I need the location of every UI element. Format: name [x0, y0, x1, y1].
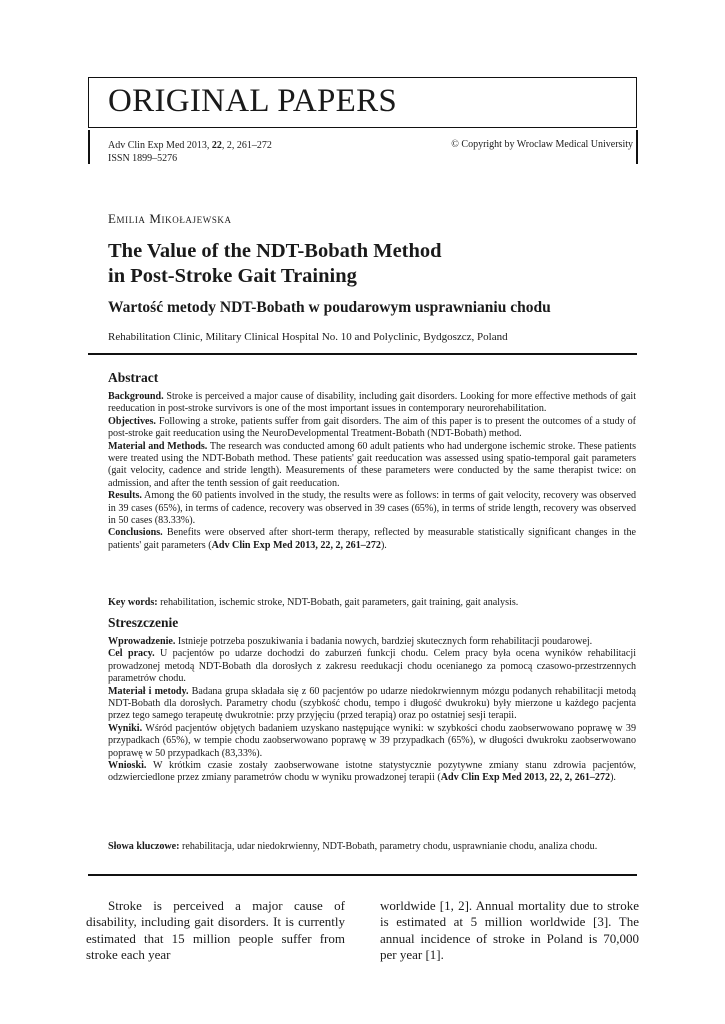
wprowadzenie-text: Istnieje potrzeba poszukiwania i badania nowych, bardziej skutecznych form rehabilitacji poudarowej.	[175, 636, 593, 647]
results-text: Among the 60 patients involved in the study, the results were as follows: in terms of gait velocity, recovery was observed in 39 cases (65%), in terms of cadence, recovery was observed in 39 cases (65%), in terms of stride length, recovery was observed in 50 cases (83.33%).	[108, 490, 636, 527]
wyniki-label: Wyniki.	[108, 722, 143, 734]
streszczenie-cel	[108, 648, 636, 685]
objectives-text: Following a stroke, patients suffer from gait disorders. The aim of this paper is to present the outcomes of a study of post-stroke gait reeducation using the NeuroDevelopmental Treatment-Bobath (NDT-Bobath) method.	[108, 415, 636, 440]
abstract-bottom-rule	[88, 874, 637, 876]
slowa-kluczowe-text: rehabilitacja, udar niedokrwienny, NDT-Bobath, parametry chodu, usprawnianie chodu, analiza chodu.	[179, 841, 598, 852]
wyniki-text: Wśród pacjentów objętych badaniem uzyskano następujące wyniki: w szybkości chodu zaobserwowano poprawę w 39 przypadkach (65%), w tempie chodu zaobserwowano poprawę w 39 przypadkach (65%), w długości dwukroku zaobserwowano poprawę w 50 przypadkach (83,33%).	[108, 722, 636, 759]
body-column-right: worldwide [1, 2]. Annual mortality due to stroke is estimated at 5 million worldwide [3]. The annual incidence of stroke in Poland is 70,000 per year [1].	[380, 898, 639, 962]
author-name: Emilia Mikołajewska	[108, 211, 232, 226]
article-title	[108, 239, 442, 289]
wnioski-label: Wnioski.	[108, 760, 147, 772]
streszczenie-keywords	[108, 841, 636, 853]
abstract-conclusions	[108, 527, 636, 552]
slowa-kluczowe-label: Słowa kluczowe:	[108, 841, 180, 852]
cel-text: U pacjentów po udarze dochodzi do zaburzeń funkcji chodu. Celem pracy była ocena wyników rehabilitacji prowadzonej metodą NDT-Bobath dla dorosłych z zakresu reedukacji chodu ocenianego za pomocą czasowo-przestrzennych parametrów chodu.	[108, 648, 637, 685]
objectives-label: Objectives.	[108, 415, 156, 427]
streszczenie-material	[108, 686, 636, 723]
material-text: Badana grupa składała się z 60 pacjentów po udarze niedokrwiennym mózgu podanych rehabilitacji metodą NDT-Bobath dla dorosłych. Parametry chodu (szybkość chodu, tempo i długość dwukroku) były mierzone u każdego pacjenta przez tego samego terapeutę dwukrotnie: przy przyjęciu (przed terapią) oraz po ostatniej sesji terapii.	[108, 685, 636, 722]
conclusions-label: Conclusions.	[108, 527, 163, 539]
journal-reference	[108, 139, 272, 152]
journal-ref-prefix: Adv Clin Exp Med 2013,	[108, 140, 212, 151]
conclusions-citation: Adv Clin Exp Med 2013, 22, 2, 261–272	[211, 539, 381, 551]
abstract-heading: Abstract	[108, 370, 159, 385]
results-label: Results.	[108, 490, 142, 502]
keywords-text: rehabilitation, ischemic stroke, NDT-Bobath, gait parameters, gait training, gait analysis.	[157, 597, 519, 608]
conclusions-text: Benefits were observed after short-term therapy, reflected by measurable statistically significant changes in the patients' gait parameters (	[108, 527, 636, 551]
abstract-body	[108, 391, 636, 552]
abstract-objectives	[108, 416, 636, 441]
affiliation: Rehabilitation Clinic, Military Clinical Hospital No. 10 and Polyclinic, Bydgoszcz, Poland	[108, 331, 508, 343]
streszczenie-heading: Streszczenie	[108, 615, 179, 630]
abstract-top-rule	[88, 353, 637, 355]
article-title-line-1: The Value of the NDT-Bobath Method	[108, 240, 442, 262]
wnioski-end: ).	[610, 772, 616, 784]
conclusions-end: ).	[380, 539, 387, 551]
copyright: © Copyright by Wroclaw Medical University	[451, 139, 633, 150]
journal-ref-suffix: , 2, 261–272	[221, 140, 272, 151]
background-text: Stroke is perceived a major cause of disability, including gait disorders. Looking for more effective methods of gait reeducation in post-stroke survivors is one of the most important issues in contemporary neurorehabilitation.	[108, 391, 636, 415]
journal-ref-volume: 22	[211, 140, 222, 151]
wprowadzenie-label: Wprowadzenie.	[108, 636, 176, 647]
header-divider-right	[636, 130, 638, 164]
issn: ISSN 1899–5276	[108, 153, 178, 164]
abstract-results	[108, 490, 636, 527]
section-title: ORIGINAL PAPERS	[108, 83, 398, 119]
streszczenie-wprowadzenie	[108, 636, 636, 648]
background-label: Background.	[108, 391, 164, 402]
material-label: Materiał i metody.	[108, 685, 189, 697]
article-subtitle: Wartość metody NDT-Bobath w poudarowym usprawnianiu chodu	[108, 299, 551, 316]
header-divider-left	[88, 130, 90, 164]
article-title-line-2: in Post-Stroke Gait Training	[108, 265, 357, 287]
body-column-left: Stroke is perceived a major cause of disability, including gait disorders. It is currently estimated that 15 million people suffer from stroke each year	[86, 898, 345, 962]
streszczenie-wnioski	[108, 760, 636, 785]
keywords-label: Key words:	[108, 597, 158, 608]
abstract-background	[108, 391, 636, 416]
wnioski-citation: Adv Clin Exp Med 2013, 22, 2, 261–272	[440, 772, 611, 784]
abstract-methods	[108, 441, 636, 491]
cel-label: Cel pracy.	[108, 648, 155, 660]
streszczenie-wyniki	[108, 723, 636, 760]
methods-label: Material and Methods.	[108, 440, 208, 452]
streszczenie-body	[108, 636, 636, 785]
wnioski-text: W krótkim czasie zostały zaobserwowane istotne statystycznie pozytywne zmiany stanu zdrowia pacjentów, odzwierciedlone przez zmiany parametrów chodu w wyniku prowadzonej terapii (	[108, 760, 636, 784]
methods-text: The research was conducted among 60 adult patients who had undergone ischemic stroke. These patients were treated using the NDT-Bobath method. These patients' gait reeducation was assessed using spatio-temporal gait parameters (gait velocity, cadence and stride length). Measurements of these parameters were conducted by the same therapist twice: on admission, and after the tenth session of gait reeducation.	[108, 440, 637, 489]
abstract-keywords	[108, 597, 636, 609]
